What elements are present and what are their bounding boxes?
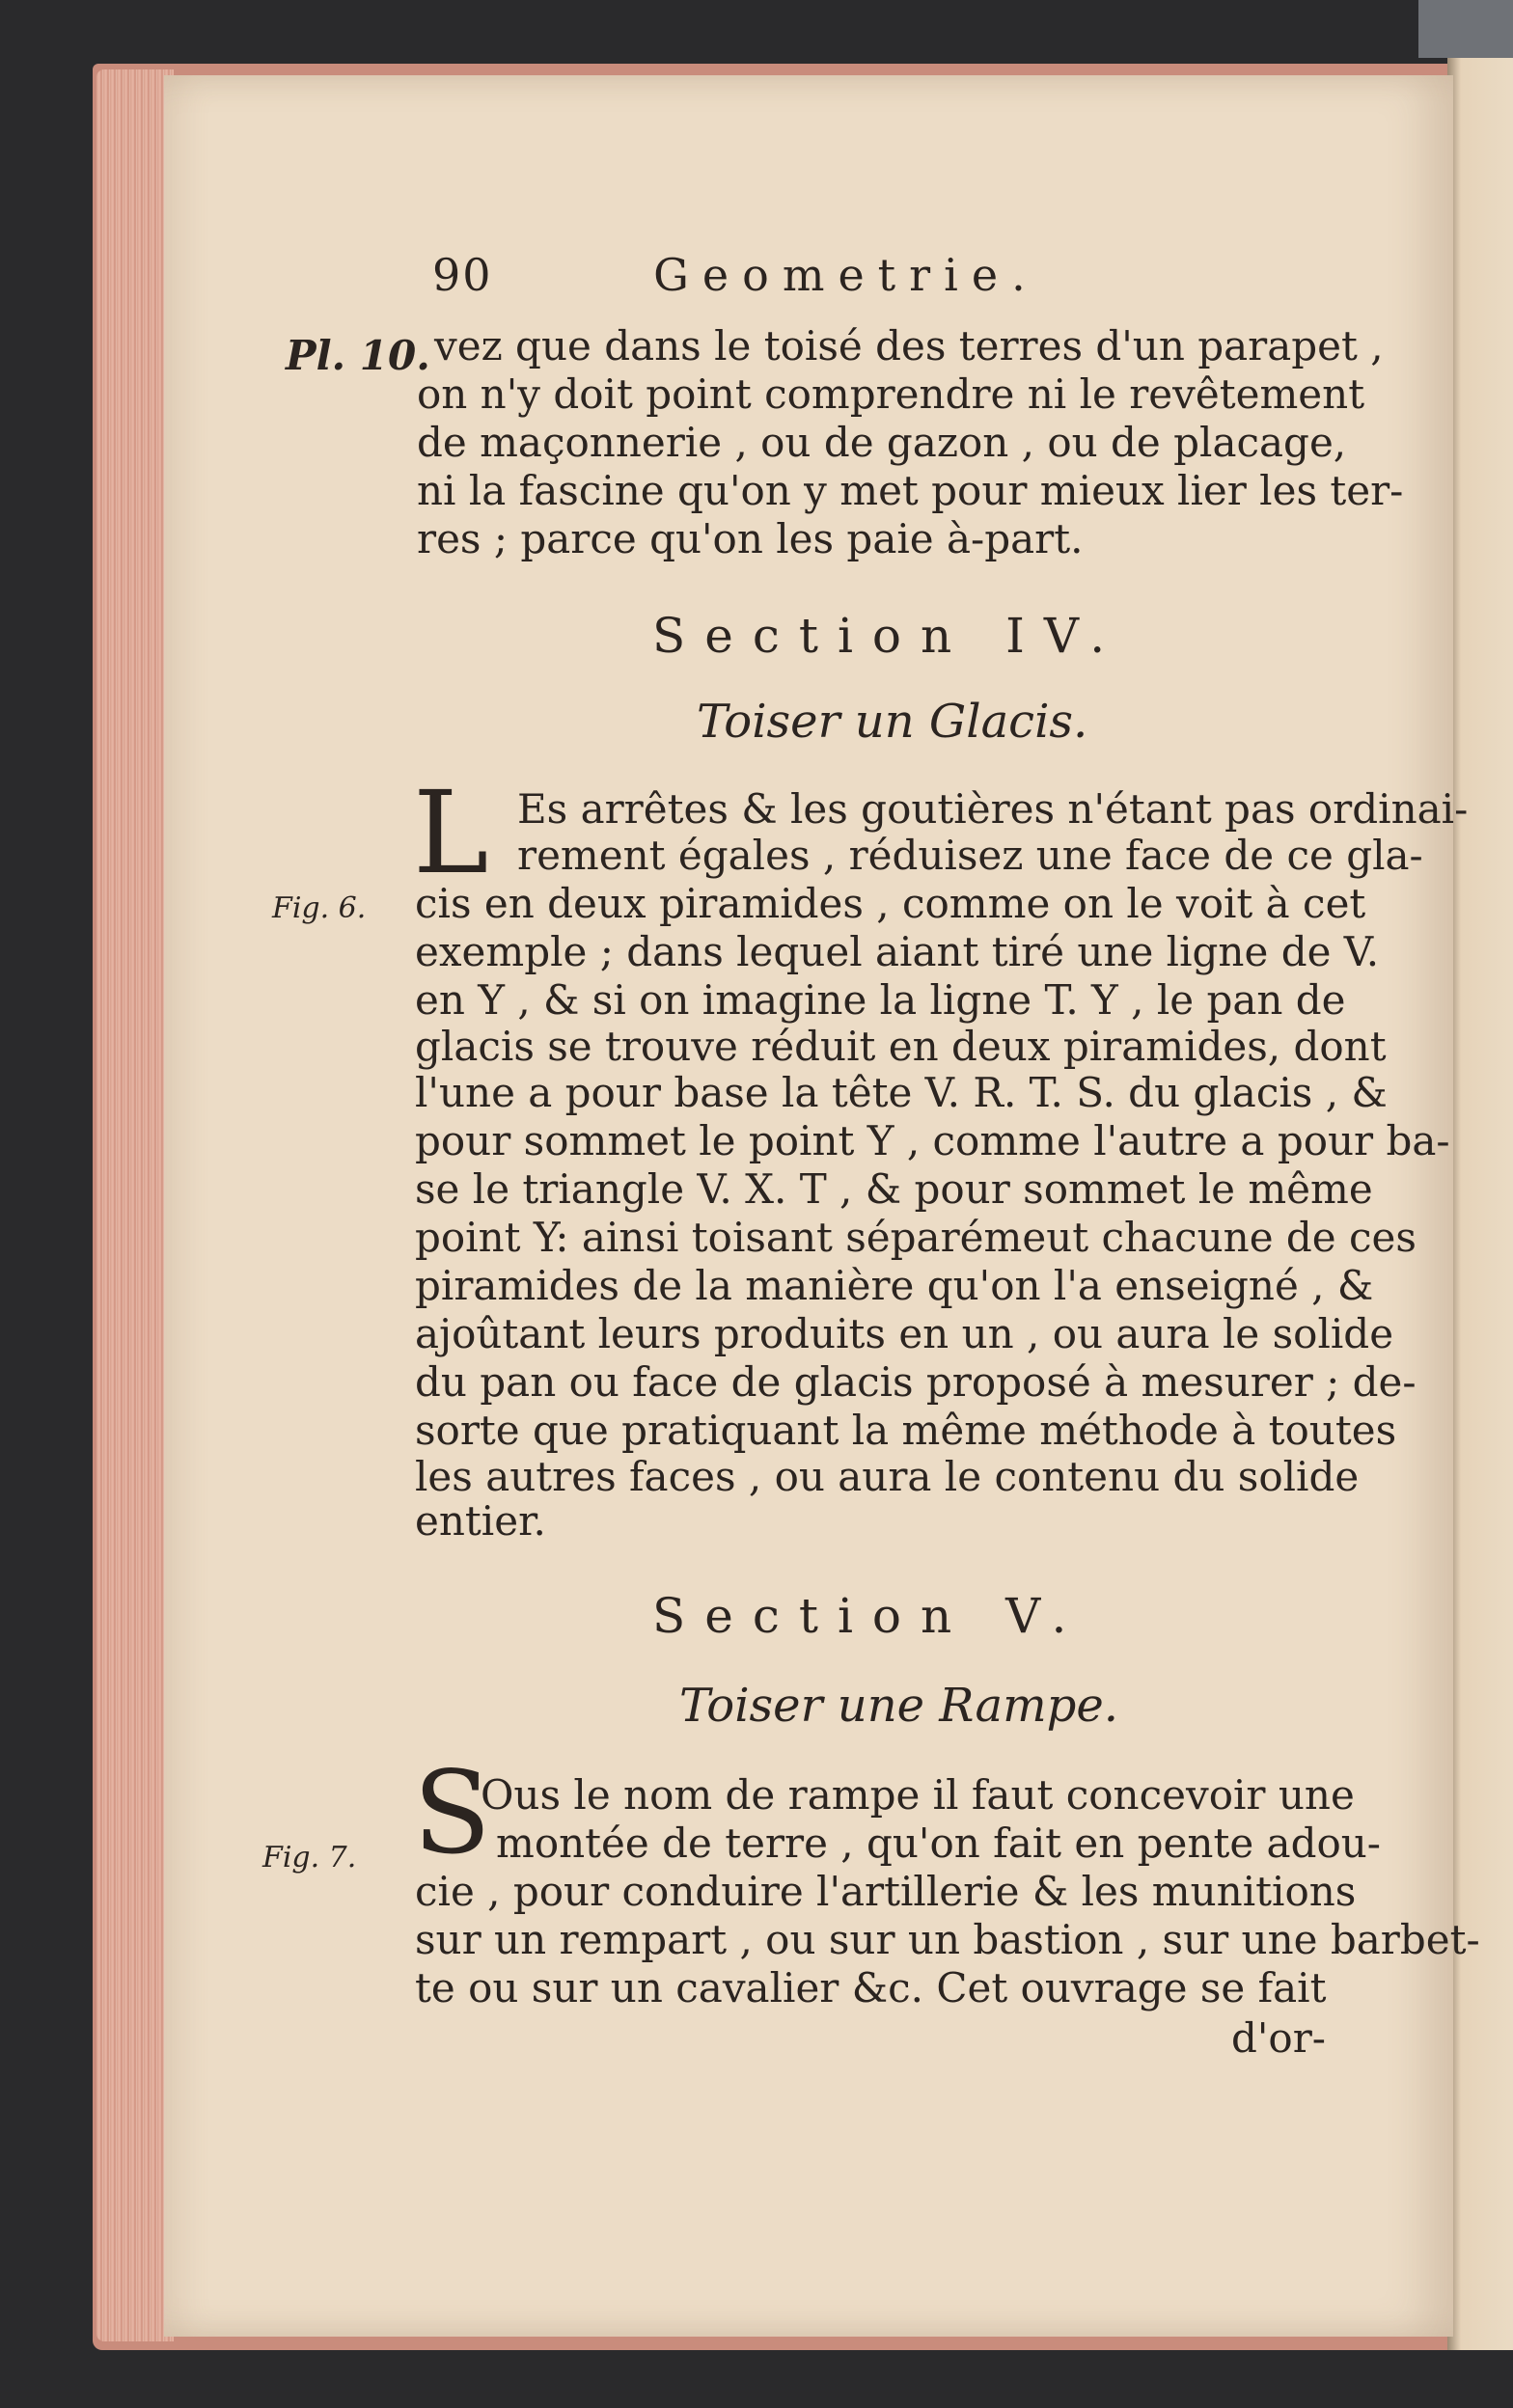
section4-line: l'une a pour base la tête V. R. T. S. du glacis , & xyxy=(415,1069,1388,1116)
section5-line: cie , pour conduire l'artillerie & les munitions xyxy=(415,1868,1357,1915)
page-edges xyxy=(96,69,174,2341)
page-number: 90 xyxy=(432,249,493,301)
fig7-note: Fig. 7. xyxy=(262,1841,357,1874)
section5-title: Section V. xyxy=(652,1588,1087,1644)
section5-line: Ous le nom de rampe il faut concevoir une xyxy=(481,1771,1355,1819)
section4-line: les autres faces , ou aura le contenu du solide xyxy=(415,1453,1360,1500)
section4-line: Es arrêtes & les goutières n'étant pas ordinai- xyxy=(517,785,1469,833)
paragraph1-line: ni la fascine qu'on y met pour mieux lier les ter- xyxy=(417,467,1404,514)
paragraph1-line: on n'y doit point comprendre ni le revêtement xyxy=(417,370,1365,418)
paragraph1-line: vez que dans le toisé des terres d'un parapet , xyxy=(434,322,1384,369)
section4-line: piramides de la manière qu'on l'a enseigné , & xyxy=(415,1262,1374,1309)
section4-line: point Y: ainsi toisant séparémeut chacune de ces xyxy=(415,1214,1417,1261)
section4-title: Section IV. xyxy=(652,608,1125,664)
section4-line: se le triangle V. X. T , & pour sommet le même xyxy=(415,1165,1373,1213)
plate-note: Pl. 10. xyxy=(286,332,430,379)
section4-line: exemple ; dans lequel aiant tiré une ligne de V. xyxy=(415,928,1380,975)
section4-line: rement égales , réduisez une face de ce gla- xyxy=(517,832,1423,879)
section4-line: du pan ou face de glacis proposé à mesurer ; de- xyxy=(415,1358,1417,1406)
section5-subtitle: Toiser une Rampe. xyxy=(679,1679,1119,1733)
section4-line: sorte que pratiquant la même méthode à toutes xyxy=(415,1407,1397,1454)
section5-line: montée de terre , qu'on fait en pente adou- xyxy=(496,1820,1381,1867)
section4-line: cis en deux piramides , comme on le voit à cet xyxy=(415,880,1366,927)
section4-line: en Y , & si on imagine la ligne T. Y , le pan de xyxy=(415,976,1346,1024)
section4-line: entier. xyxy=(415,1497,546,1545)
section4-line: ajoûtant leurs produits en un , ou aura le solide xyxy=(415,1310,1394,1357)
section4-subtitle: Toiser un Glacis. xyxy=(697,695,1088,749)
running-title: Geometrie. xyxy=(653,249,1039,301)
catchword: d'or- xyxy=(1231,2014,1326,2062)
section5-line: sur un rempart , ou sur un bastion , sur une barbet- xyxy=(415,1916,1480,1963)
section4-line: glacis se trouve réduit en deux piramides, dont xyxy=(415,1023,1387,1070)
section5-dropcap: S xyxy=(413,1746,491,1879)
next-page-top xyxy=(1418,0,1513,58)
section4-dropcap: L xyxy=(413,766,489,899)
section4-line: pour sommet le point Y , comme l'autre a pour ba- xyxy=(415,1117,1450,1164)
running-head xyxy=(432,249,1039,301)
section5-line: te ou sur un cavalier &c. Cet ouvrage se fait xyxy=(415,1964,1327,2011)
fig6-note: Fig. 6. xyxy=(272,891,367,925)
paragraph1-line: res ; parce qu'on les paie à-part. xyxy=(417,515,1084,562)
next-page-edge xyxy=(1447,58,1513,2350)
paragraph1-line: de maçonnerie , ou de gazon , ou de placage, xyxy=(417,419,1347,466)
